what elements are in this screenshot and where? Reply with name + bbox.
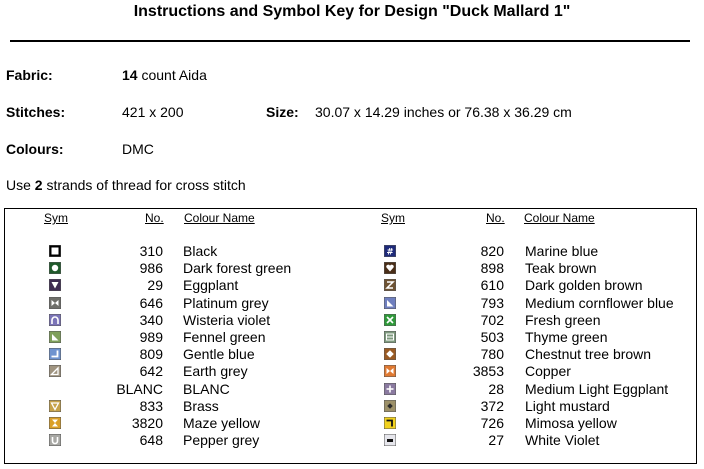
colour-name: Pepper grey (183, 432, 260, 449)
colour-name: Dark forest green (183, 260, 292, 277)
no-header-right: No. (486, 211, 505, 225)
arch-icon (49, 314, 61, 326)
colour-name: Medium cornflower blue (525, 294, 674, 311)
name-header-right: Colour Name (524, 211, 595, 225)
dmc-number: 793 (480, 294, 504, 311)
bowtie-icon (384, 365, 396, 377)
corner-seven-icon (384, 417, 396, 429)
small-diamond-icon (384, 400, 396, 412)
dmc-number: 610 (480, 277, 504, 294)
colour-name: Gentle blue (183, 346, 255, 363)
colour-name: Mimosa yellow (525, 415, 617, 431)
x-cross-icon (384, 314, 396, 326)
colour-name: Brass (183, 397, 219, 414)
colour-name: Eggplant (183, 277, 239, 294)
colour-name: Thyme green (525, 329, 608, 345)
heart-icon (384, 262, 396, 274)
z-letter-icon (384, 279, 396, 291)
dmc-number: 702 (480, 311, 504, 328)
dmc-number: 372 (480, 397, 504, 414)
diamond-icon (384, 348, 396, 360)
triangle-corner-light-icon (49, 365, 61, 377)
dmc-number: 27 (488, 432, 504, 449)
triangle-corner-icon (384, 297, 396, 309)
dmc-number: 809 (139, 346, 163, 363)
hollow-square-icon (49, 245, 61, 257)
size-value: 30.07 x 14.29 inches or 76.38 x 36.29 cm (315, 104, 572, 120)
dmc-number: 642 (139, 363, 163, 380)
strand-count: 2 (34, 177, 43, 193)
equals-icon (384, 331, 396, 343)
dmc-number: 833 (139, 397, 163, 414)
colours-value: DMC (122, 141, 154, 157)
instruction-prefix: Use (6, 177, 35, 193)
corner-l-icon (49, 348, 61, 360)
dmc-number: 898 (480, 260, 504, 277)
colour-name: Dark golden brown (525, 277, 643, 294)
dmc-number: 3853 (472, 363, 504, 380)
colour-name: Medium Light Eggplant (525, 380, 669, 397)
fabric-type: count Aida (137, 67, 207, 83)
colour-name: BLANC (183, 380, 230, 397)
dmc-number: 726 (480, 415, 504, 431)
dmc-number: 820 (480, 243, 504, 259)
name-header-left: Colour Name (184, 211, 255, 225)
colour-name: Copper (525, 363, 571, 380)
triangle-down-icon (49, 279, 61, 291)
colour-name: Fresh green (525, 311, 601, 328)
dmc-number: 340 (139, 311, 163, 328)
colour-name: Teak brown (525, 260, 597, 277)
colour-name: Chestnut tree brown (525, 346, 652, 363)
colour-name: Wisteria violet (183, 311, 271, 328)
size-label: Size: (266, 104, 299, 120)
colour-name: Platinum grey (183, 294, 269, 311)
dmc-number: 3820 (131, 415, 163, 431)
colour-name: Black (183, 243, 218, 259)
instruction-suffix: strands of thread for cross stitch (42, 177, 246, 193)
triangle-down-outline-icon (49, 400, 61, 412)
colour-name: Light mustard (525, 397, 610, 414)
colour-name: Marine blue (525, 243, 599, 259)
colour-name: Maze yellow (183, 415, 261, 431)
page-title: Instructions and Symbol Key for Design "Duck Mallard 1" (133, 3, 571, 20)
title-divider (10, 40, 690, 42)
dmc-number: 648 (139, 432, 163, 449)
hash-icon (384, 245, 396, 257)
dmc-number: 780 (480, 346, 504, 363)
hourglass-icon (49, 417, 61, 429)
dmc-number: 28 (488, 380, 504, 397)
colours-label: Colours: (6, 141, 64, 157)
svg-text:#: # (386, 247, 394, 257)
fabric-label: Fabric: (6, 67, 53, 83)
dmc-number: 503 (480, 329, 504, 345)
dmc-number: 646 (139, 294, 163, 311)
no-header-left: No. (145, 211, 164, 225)
thread-instruction (6, 177, 246, 193)
colour-name: White Violet (525, 432, 600, 449)
dmc-number: 29 (147, 277, 163, 294)
dmc-number: 986 (139, 260, 163, 277)
dmc-number: BLANC (116, 380, 163, 397)
u-shape-icon (49, 434, 61, 446)
colour-name: Earth grey (183, 363, 248, 380)
dmc-number: 310 (139, 243, 163, 259)
plus-icon (384, 383, 396, 395)
bar-icon (384, 434, 396, 446)
fabric-value (122, 67, 207, 83)
stitches-label: Stitches: (6, 104, 66, 120)
fabric-count: 14 (122, 67, 138, 83)
sym-header-right: Sym (381, 211, 405, 225)
bowtie-icon (49, 297, 61, 309)
stitches-value: 421 x 200 (122, 104, 184, 120)
colour-name: Fennel green (183, 329, 266, 345)
circle-icon (49, 262, 61, 274)
dmc-number: 989 (139, 329, 163, 345)
sym-header-left: Sym (44, 211, 68, 225)
triangle-corner-icon (49, 331, 61, 343)
